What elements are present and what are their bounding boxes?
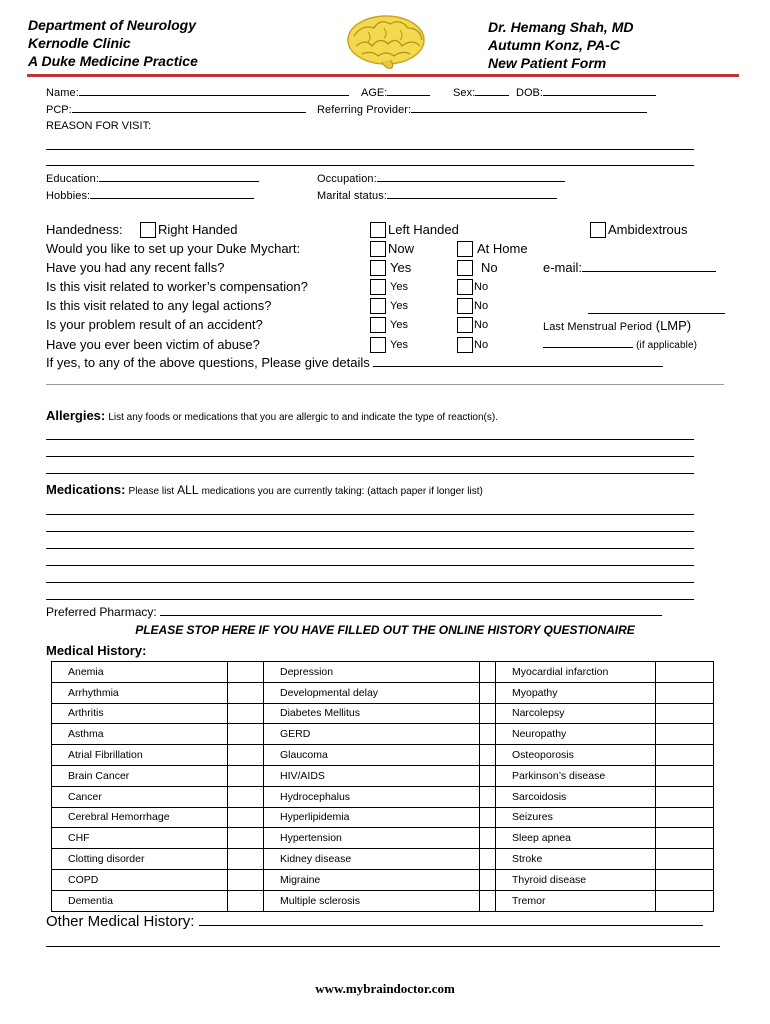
condition-label: Narcolepsy (496, 703, 656, 724)
abuse-no-label: No (474, 339, 489, 351)
stop-notice: PLEASE STOP HERE IF YOU HAVE FILLED OUT THE ONLINE HISTORY QUESTIONAIRE (135, 623, 635, 637)
table-row (52, 682, 714, 703)
left-handed-checkbox[interactable] (370, 222, 386, 238)
lmp-label: Last Menstrual Period (LMP) (543, 318, 692, 333)
medical-history-title: Medical History: (46, 643, 147, 658)
condition-label: Parkinson’s disease (496, 765, 656, 786)
condition-label: Dementia (52, 890, 228, 911)
legal-no-label: No (474, 300, 489, 312)
table-row (52, 724, 714, 745)
workers-comp-no-label: No (474, 281, 489, 293)
condition-check-cell[interactable] (228, 703, 264, 724)
occupation-field[interactable]: Occupation: (317, 172, 565, 185)
falls-no-label: No (481, 260, 498, 275)
mychart-question: Would you like to set up your Duke Mychart: (46, 241, 301, 256)
condition-check-cell[interactable] (228, 786, 264, 807)
condition-check-cell[interactable] (480, 828, 496, 849)
condition-check-cell[interactable] (656, 807, 714, 828)
condition-check-cell[interactable] (480, 807, 496, 828)
condition-label: Cerebral Hemorrhage (52, 807, 228, 828)
condition-check-cell[interactable] (656, 662, 714, 683)
condition-label: Migraine (264, 869, 480, 890)
condition-check-cell[interactable] (480, 724, 496, 745)
condition-label: Arrhythmia (52, 682, 228, 703)
condition-label: Anemia (52, 662, 228, 683)
left-handed-label: Left Handed (388, 222, 459, 237)
reason-line-2[interactable] (46, 165, 694, 166)
table-row (52, 890, 714, 911)
falls-no-checkbox[interactable] (457, 260, 473, 276)
abuse-no-checkbox[interactable] (457, 337, 473, 353)
medications-line-2[interactable] (46, 531, 694, 532)
details-line[interactable] (46, 384, 724, 385)
condition-check-cell[interactable] (228, 890, 264, 911)
condition-check-cell[interactable] (228, 682, 264, 703)
table-row (52, 703, 714, 724)
condition-label: Neuropathy (496, 724, 656, 745)
right-handed-label: Right Handed (158, 222, 238, 237)
accident-no-label: No (474, 319, 489, 331)
workers-comp-no-checkbox[interactable] (457, 279, 473, 295)
table-row (52, 745, 714, 766)
mychart-now-checkbox[interactable] (370, 241, 386, 257)
condition-check-cell[interactable] (228, 724, 264, 745)
allergies-line-3[interactable] (46, 473, 694, 474)
mychart-at-home-checkbox[interactable] (457, 241, 473, 257)
lmp-date-field[interactable]: (if applicable) (543, 338, 697, 351)
condition-label: Osteoporosis (496, 745, 656, 766)
condition-check-cell[interactable] (228, 807, 264, 828)
table-row (52, 869, 714, 890)
dob-field[interactable]: DOB: (516, 86, 656, 99)
falls-yes-label: Yes (390, 260, 412, 275)
condition-check-cell[interactable] (480, 682, 496, 703)
falls-question: Have you had any recent falls? (46, 260, 225, 275)
marital-status-field[interactable]: Marital status: (317, 189, 557, 202)
condition-label: Cancer (52, 786, 228, 807)
table-row (52, 662, 714, 683)
condition-check-cell[interactable] (656, 890, 714, 911)
condition-check-cell[interactable] (656, 786, 714, 807)
condition-label: Sleep apnea (496, 828, 656, 849)
condition-check-cell[interactable] (480, 890, 496, 911)
table-row (52, 765, 714, 786)
brain-logo-icon (342, 10, 430, 74)
other-medical-history-field[interactable]: Other Medical History: (46, 913, 703, 930)
condition-label: Glaucoma (264, 745, 480, 766)
legal-yes-label: Yes (390, 300, 408, 312)
legal-question: Is this visit related to any legal actions? (46, 298, 272, 313)
accident-yes-checkbox[interactable] (370, 317, 386, 333)
legal-no-checkbox[interactable] (457, 298, 473, 314)
condition-label: Asthma (52, 724, 228, 745)
condition-label: Myopathy (496, 682, 656, 703)
accident-no-checkbox[interactable] (457, 317, 473, 333)
condition-label: Stroke (496, 849, 656, 870)
details-field[interactable]: If yes, to any of the above questions, Please give details (46, 355, 663, 370)
condition-check-cell[interactable] (480, 869, 496, 890)
workers-comp-yes-label: Yes (390, 281, 408, 293)
condition-label: HIV/AIDS (264, 765, 480, 786)
reason-line-1[interactable] (46, 149, 694, 150)
condition-label: Arthritis (52, 703, 228, 724)
condition-check-cell[interactable] (656, 682, 714, 703)
provider-2: Autumn Konz, PA-C (488, 37, 620, 53)
allergies-section-title: Allergies: List any foods or medications that you are allergic to and indicate the type of reaction(s). (46, 408, 498, 423)
email-field[interactable]: e-mail: (543, 260, 716, 275)
condition-label: Tremor (496, 890, 656, 911)
workers-comp-question: Is this visit related to worker’s compensation? (46, 279, 308, 294)
education-field[interactable]: Education: (46, 172, 259, 185)
medications-section-title: Medications: Please list ALL medications you are currently taking: (attach paper if longer list) (46, 482, 483, 497)
medications-line-1[interactable] (46, 514, 694, 515)
website-footer: www.mybraindoctor.com (315, 981, 455, 996)
lmp-line[interactable] (588, 313, 725, 314)
falls-yes-checkbox[interactable] (370, 260, 386, 276)
provider-header (488, 18, 633, 72)
condition-check-cell[interactable] (480, 786, 496, 807)
condition-label: CHF (52, 828, 228, 849)
sex-field[interactable]: Sex: (453, 86, 509, 99)
condition-label: Seizures (496, 807, 656, 828)
condition-label: COPD (52, 869, 228, 890)
clinic-header (28, 16, 198, 70)
table-row (52, 828, 714, 849)
department-name: Department of Neurology (28, 17, 197, 33)
accident-yes-label: Yes (390, 319, 408, 331)
condition-label: Atrial Fibrillation (52, 745, 228, 766)
mychart-at-home-label: At Home (477, 241, 528, 256)
condition-check-cell[interactable] (480, 745, 496, 766)
condition-label: Multiple sclerosis (264, 890, 480, 911)
medications-line-6[interactable] (46, 599, 694, 600)
legal-yes-checkbox[interactable] (370, 298, 386, 314)
handedness-label: Handedness: (46, 222, 123, 237)
age-field[interactable]: AGE: (361, 86, 430, 99)
condition-check-cell[interactable] (480, 849, 496, 870)
condition-check-cell[interactable] (480, 662, 496, 683)
medications-line-4[interactable] (46, 565, 694, 566)
medications-line-5[interactable] (46, 582, 694, 583)
condition-check-cell[interactable] (228, 662, 264, 683)
table-row (52, 807, 714, 828)
table-row (52, 786, 714, 807)
ambidextrous-checkbox[interactable] (590, 222, 606, 238)
medications-line-3[interactable] (46, 548, 694, 549)
condition-label: Hypertension (264, 828, 480, 849)
condition-check-cell[interactable] (228, 765, 264, 786)
other-history-line[interactable] (46, 946, 720, 947)
condition-check-cell[interactable] (228, 745, 264, 766)
ambidextrous-label: Ambidextrous (608, 222, 688, 237)
accident-question: Is your problem result of an accident? (46, 317, 263, 332)
condition-label: Depression (264, 662, 480, 683)
condition-label: Diabetes Mellitus (264, 703, 480, 724)
referring-provider-field[interactable]: Referring Provider: (317, 103, 647, 116)
condition-label: Clotting disorder (52, 849, 228, 870)
allergies-line-2[interactable] (46, 456, 694, 457)
condition-check-cell[interactable] (656, 765, 714, 786)
right-handed-checkbox[interactable] (140, 222, 156, 238)
condition-check-cell[interactable] (228, 869, 264, 890)
workers-comp-yes-checkbox[interactable] (370, 279, 386, 295)
condition-check-cell[interactable] (656, 745, 714, 766)
condition-check-cell[interactable] (656, 724, 714, 745)
header-divider (27, 74, 739, 77)
abuse-yes-label: Yes (390, 339, 408, 351)
pcp-field[interactable]: PCP: (46, 103, 306, 116)
abuse-question: Have you ever been victim of abuse? (46, 337, 260, 352)
condition-check-cell[interactable] (656, 828, 714, 849)
condition-check-cell[interactable] (228, 849, 264, 870)
medical-history-table (51, 661, 714, 912)
condition-label: Hydrocephalus (264, 786, 480, 807)
form-title: New Patient Form (488, 55, 607, 71)
condition-label: Kidney disease (264, 849, 480, 870)
practice-name: A Duke Medicine Practice (28, 53, 198, 69)
condition-label: Hyperlipidemia (264, 807, 480, 828)
allergies-line-1[interactable] (46, 439, 694, 440)
condition-label: Myocardial infarction (496, 662, 656, 683)
condition-check-cell[interactable] (480, 703, 496, 724)
provider-1: Dr. Hemang Shah, MD (488, 19, 634, 35)
mychart-now-label: Now (388, 241, 415, 256)
table-row (52, 849, 714, 870)
hobbies-field[interactable]: Hobbies: (46, 189, 254, 202)
condition-check-cell[interactable] (656, 849, 714, 870)
condition-label: Developmental delay (264, 682, 480, 703)
condition-check-cell[interactable] (656, 703, 714, 724)
condition-label: Brain Cancer (52, 765, 228, 786)
abuse-yes-checkbox[interactable] (370, 337, 386, 353)
condition-label: Thyroid disease (496, 869, 656, 890)
condition-label: Sarcoidosis (496, 786, 656, 807)
condition-label: GERD (264, 724, 480, 745)
reason-for-visit-label: REASON FOR VISIT: (46, 120, 152, 132)
condition-check-cell[interactable] (228, 828, 264, 849)
condition-check-cell[interactable] (480, 765, 496, 786)
condition-check-cell[interactable] (656, 869, 714, 890)
name-field[interactable]: Name: (46, 86, 349, 99)
pharmacy-field[interactable]: Preferred Pharmacy: (46, 605, 662, 619)
clinic-name: Kernodle Clinic (28, 35, 131, 51)
